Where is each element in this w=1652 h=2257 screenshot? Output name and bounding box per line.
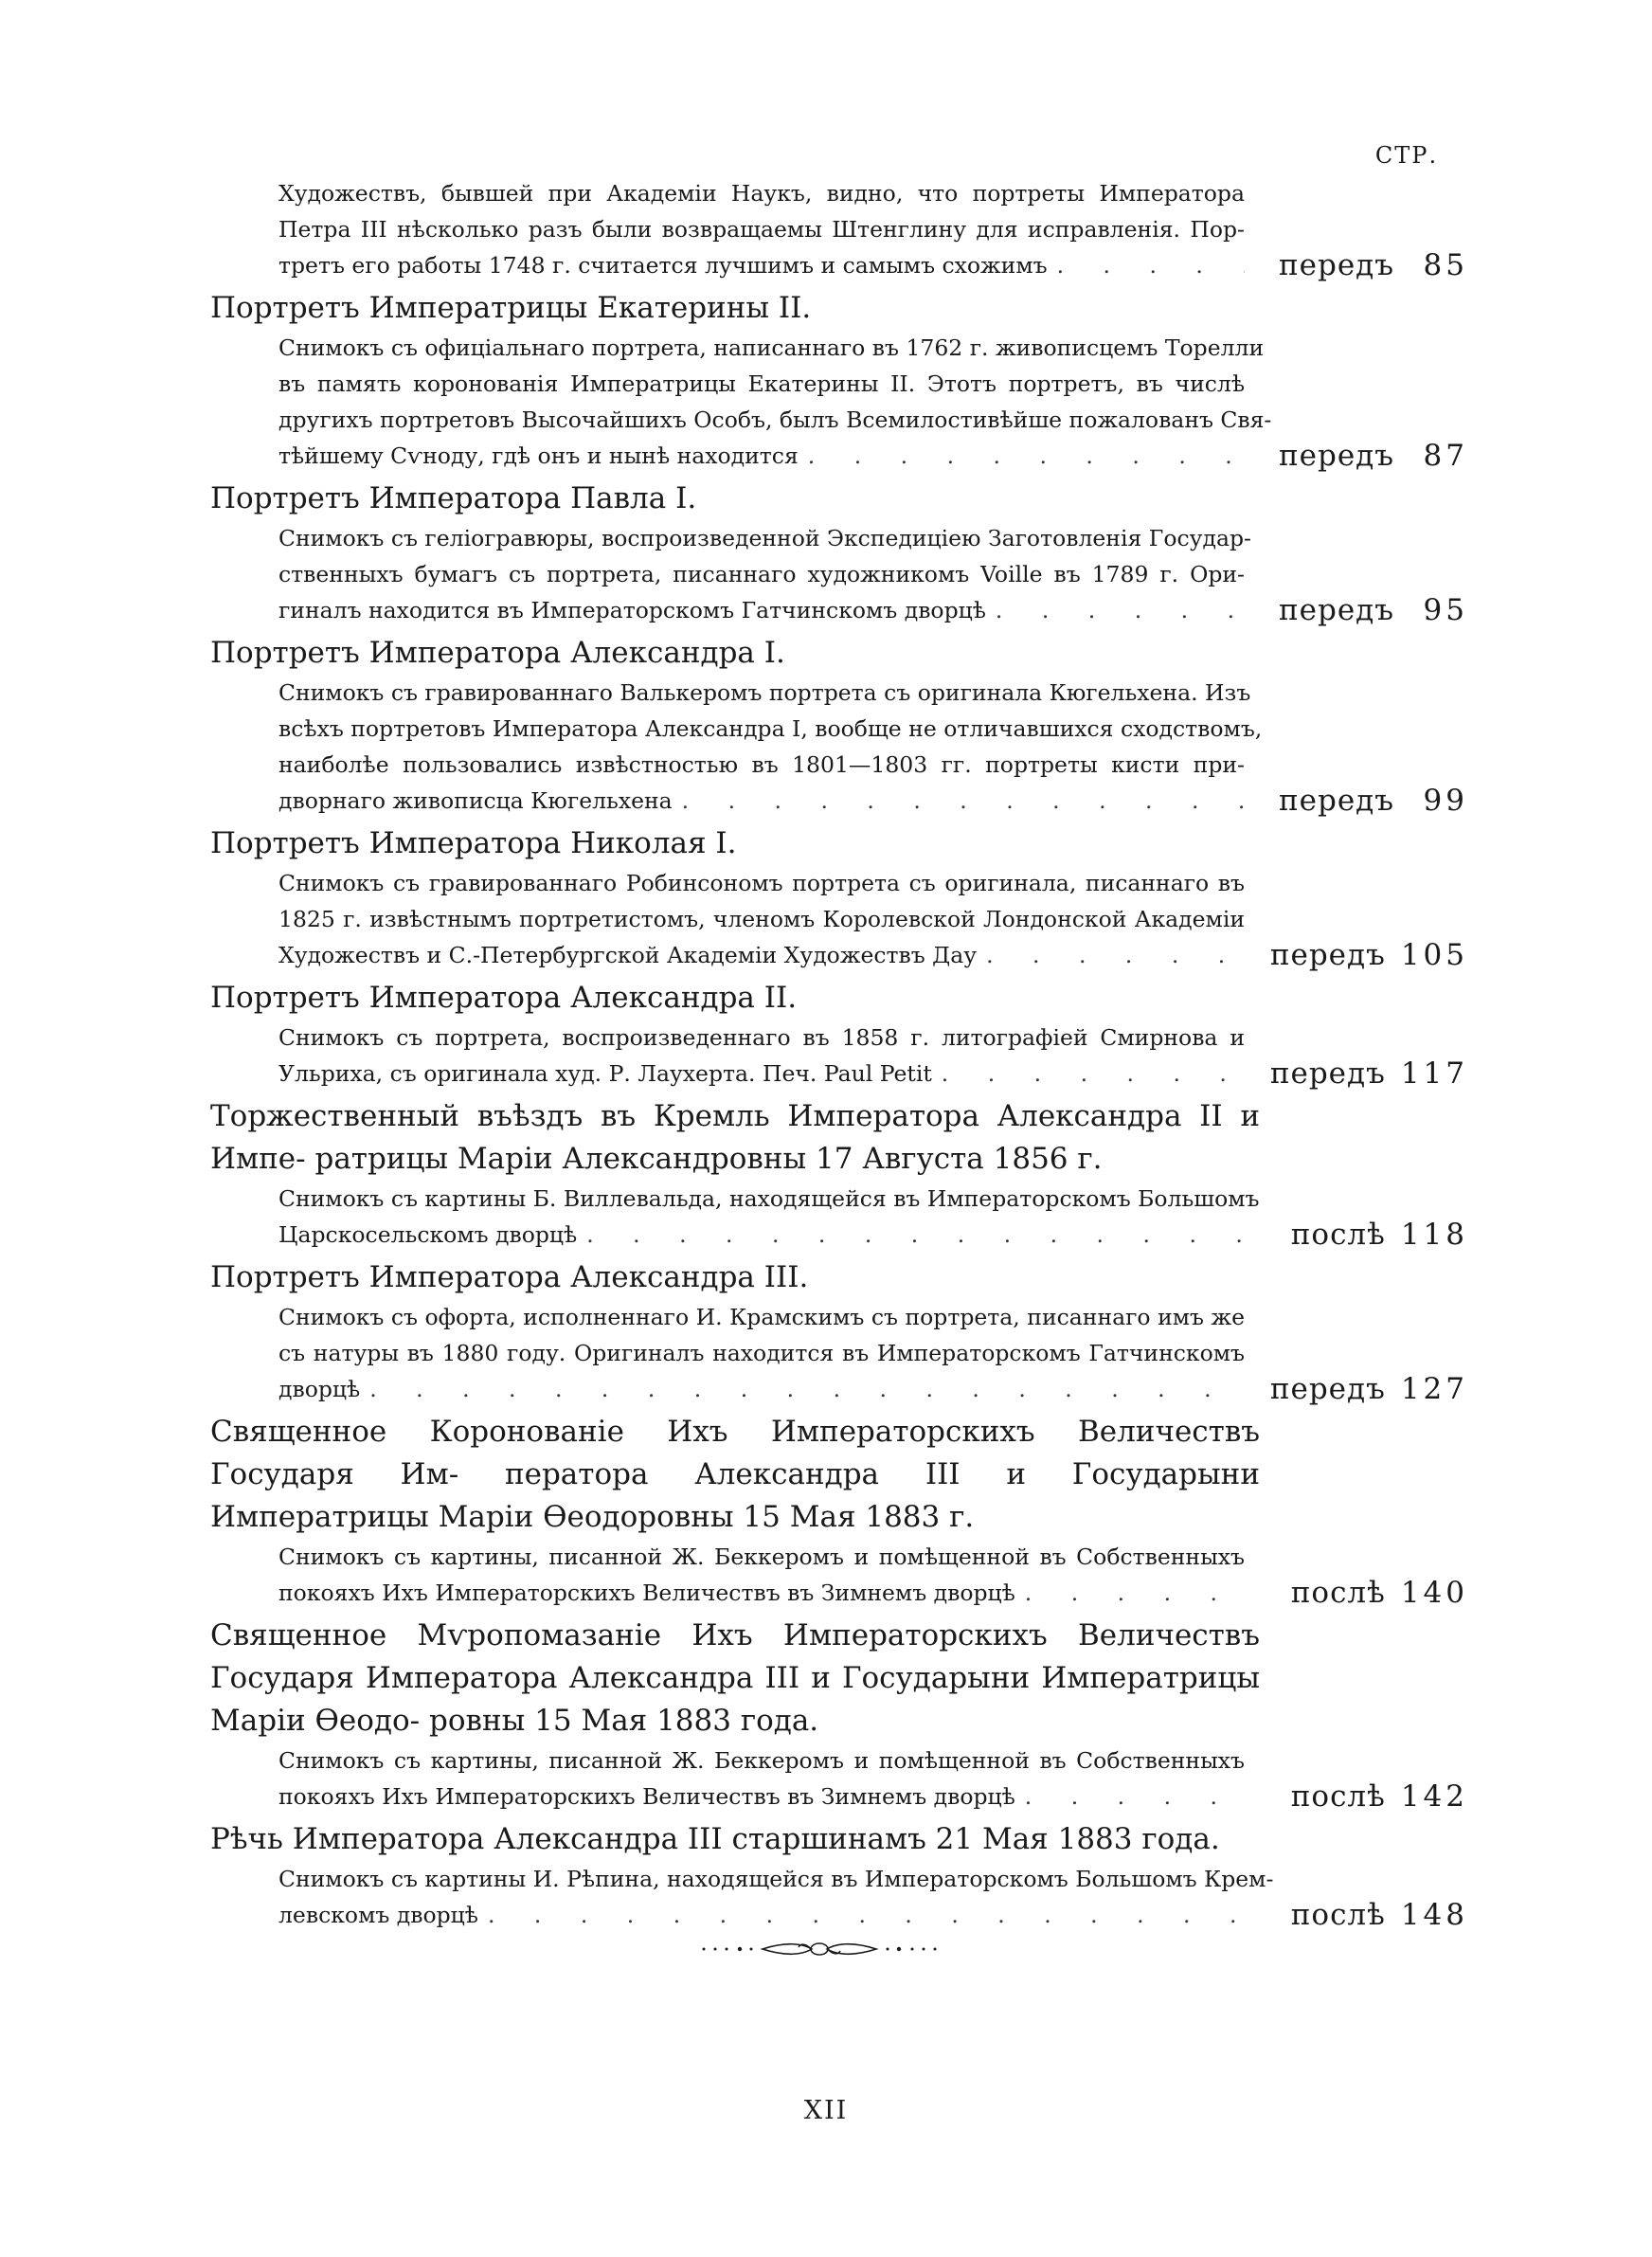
- entry-body: [210, 520, 1470, 628]
- entry-title: Торжественный въѣздъ въ Кремль Императора Александра II и Импе- ратрицы Маріи Александровны 17 Августа 1856 г.: [210, 1099, 1260, 1176]
- description-lines: [278, 175, 1245, 247]
- description-last-text: покояхъ Ихъ Императорскихъ Величествъ въ Зимнемъ дворцѣ: [278, 1580, 1015, 1606]
- description-line: всѣхъ портретовъ Императора Александра I, вообще не отличавшихся сходствомъ,: [278, 715, 1263, 742]
- entry-title: Священное Коронованіе Ихъ Императорскихъ Величествъ Государя Им- ператора Александра III и Государыни Императрицы Маріи Ѳеодоровны 15 Мая 1883 г.: [210, 1415, 1260, 1534]
- page-position-word: передъ: [1269, 1372, 1386, 1406]
- description-last-text: гиналъ находится въ Императорскомъ Гатчинскомъ дворцѣ: [278, 597, 986, 623]
- page-number: 140: [1400, 1576, 1468, 1610]
- description-last-line: [278, 1779, 1245, 1815]
- description-lines: [278, 675, 1263, 783]
- description-lines: [278, 1020, 1245, 1056]
- description-last-line: [278, 592, 1245, 628]
- page-position-word: послѣ: [1290, 1576, 1386, 1610]
- dot-leader: [577, 1217, 1245, 1253]
- entry-description: [278, 1861, 1274, 1933]
- page-number: 117: [1400, 1056, 1468, 1091]
- entry-body: [210, 1539, 1470, 1611]
- description-lines: [278, 520, 1251, 592]
- description-last-text: тѣйшему Сѵноду, гдѣ онъ и нынѣ находится: [278, 442, 799, 469]
- description-line: Снимокъ съ гравированнаго Валькеромъ портрета съ оригинала Кюгельхена. Изъ: [278, 679, 1251, 706]
- page-number: 95: [1423, 593, 1468, 627]
- page-number: 127: [1400, 1372, 1468, 1406]
- illustration-entry: [210, 822, 1470, 973]
- description-line: ственныхъ бумагъ съ портрета, писаннаго художникомъ Voille въ 1789 г. Ори-: [278, 561, 1245, 587]
- page-folio: XII: [803, 2096, 849, 2125]
- illustration-entry: [210, 287, 1470, 474]
- description-line: Снимокъ съ картины Б. Виллевальда, находящейся въ Императорскомъ Большомъ: [278, 1185, 1260, 1212]
- page-reference: [1245, 247, 1468, 283]
- page-column-header: СТР.: [1374, 142, 1439, 169]
- description-last-line: [278, 1575, 1245, 1611]
- page-position-word: передъ: [1278, 439, 1394, 473]
- entry-body: [210, 865, 1470, 973]
- description-line: Снимокъ съ портрета, воспроизведеннаго въ 1858 г. литографіей Смирнова и: [278, 1024, 1245, 1051]
- description-lines: [278, 1742, 1245, 1779]
- description-line: наиболѣе пользовались извѣстностью въ 1801—1803 гг. портреты кисти при-: [278, 751, 1245, 778]
- page-number: 105: [1400, 938, 1468, 972]
- description-last-line: [278, 438, 1245, 474]
- entry-title: Рѣчь Императора Александра III старшинамъ 21 Мая 1883 года.: [210, 1822, 1220, 1856]
- description-last-line: [278, 1371, 1245, 1407]
- description-lines: [278, 865, 1245, 937]
- entry-description: [278, 1299, 1245, 1407]
- dot-leader: [673, 783, 1245, 819]
- description-last-line: [278, 1056, 1245, 1092]
- dot-leader: [1015, 1575, 1245, 1611]
- entry-description: [278, 675, 1263, 819]
- page-reference: [1245, 1897, 1468, 1933]
- page-number: 99: [1423, 784, 1468, 818]
- description-line: Снимокъ съ офиціальнаго портрета, написаннаго въ 1762 г. живописцемъ Торелли: [278, 334, 1265, 361]
- dot-leader: [932, 1056, 1245, 1092]
- entry-description: [278, 1181, 1260, 1253]
- dot-leader: [1015, 1779, 1245, 1815]
- page-reference: [1245, 438, 1468, 474]
- illustration-entry: [210, 1256, 1470, 1407]
- entry-title: Портретъ Императора Павла I.: [210, 481, 697, 515]
- page-reference: [1245, 1056, 1468, 1092]
- entry-description: [278, 1742, 1245, 1815]
- page-number: 142: [1400, 1779, 1468, 1814]
- description-last-line: [278, 783, 1245, 819]
- description-lines: [278, 1299, 1245, 1371]
- description-last-text: дворцѣ: [278, 1376, 361, 1402]
- description-lines: [278, 1539, 1245, 1575]
- illustration-entry: [210, 478, 1470, 628]
- page-position-word: послѣ: [1290, 1898, 1386, 1932]
- page-position-word: послѣ: [1290, 1779, 1386, 1814]
- entry-body: [210, 1181, 1470, 1253]
- description-line: Снимокъ съ картины, писанной Ж. Беккеромъ и помѣщенной въ Собственныхъ: [278, 1544, 1245, 1570]
- page-number: 148: [1400, 1898, 1468, 1932]
- description-last-line: [278, 937, 1245, 973]
- description-line: Снимокъ съ картины И. Рѣпина, находящейся въ Императорскомъ Большомъ Крем-: [278, 1866, 1274, 1892]
- entry-title: Священное Мѵропомазаніе Ихъ Императорскихъ Величествъ Государя Императора Александра III и Государыни Императрицы Маріи Ѳеодо- ровны 15 Мая 1883 года.: [210, 1618, 1260, 1738]
- description-last-line: [278, 247, 1245, 283]
- page-reference: [1245, 1575, 1468, 1611]
- entry-description: [278, 1539, 1245, 1611]
- description-line: 1825 г. извѣстнымъ портретистомъ, членомъ Королевской Лондонской Академіи: [278, 906, 1245, 932]
- description-last-text: Художествъ и С.-Петербургской Академіи Художествъ Дау: [278, 942, 978, 968]
- page-number: 85: [1423, 248, 1468, 282]
- description-last-text: покояхъ Ихъ Императорскихъ Величествъ въ Зимнемъ дворцѣ: [278, 1783, 1015, 1810]
- page-position-word: передъ: [1269, 938, 1386, 972]
- page-reference: [1245, 937, 1468, 973]
- illustration-entry: [210, 632, 1470, 819]
- entry-body: [210, 330, 1470, 474]
- illustration-entry: [210, 1818, 1470, 1933]
- entry-body: [210, 175, 1470, 283]
- page-number: 87: [1423, 439, 1468, 473]
- page-position-word: передъ: [1278, 593, 1394, 627]
- illustration-entry: [210, 1615, 1470, 1815]
- description-last-text: третъ его работы 1748 г. считается лучшимъ и самымъ схожимъ: [278, 252, 1048, 279]
- page-reference: [1245, 1779, 1468, 1815]
- description-lines: [278, 1861, 1274, 1897]
- page-position-word: передъ: [1278, 248, 1394, 282]
- page-number: 118: [1400, 1218, 1468, 1252]
- description-line: Снимокъ съ картины, писанной Ж. Беккеромъ и помѣщенной въ Собственныхъ: [278, 1747, 1245, 1774]
- fleuron-divider-icon: [696, 1935, 943, 1963]
- description-last-text: дворнаго живописца Кюгельхена: [278, 787, 673, 814]
- entry-body: [210, 1861, 1470, 1933]
- dot-leader: [986, 592, 1245, 628]
- illustration-entry: [210, 1095, 1470, 1253]
- description-line: съ натуры въ 1880 году. Оригиналъ находится въ Императорскомъ Гатчинскомъ: [278, 1340, 1245, 1366]
- entry-description: [278, 520, 1251, 628]
- list-of-illustrations: [210, 175, 1470, 1933]
- description-last-text: Ульриха, съ оригинала худ. Р. Лаухерта. Печ. Paul Petit: [278, 1060, 932, 1087]
- page-position-word: передъ: [1278, 784, 1394, 818]
- description-last-text: левскомъ дворцѣ: [278, 1902, 478, 1928]
- illustration-entry: [210, 1411, 1470, 1611]
- entry-title: Портретъ Императора Александра II.: [210, 981, 798, 1015]
- description-line: Снимокъ съ офорта, исполненнаго И. Крамскимъ съ портрета, писаннаго имъ же: [278, 1304, 1245, 1330]
- dot-leader: [478, 1897, 1245, 1933]
- entry-title: Портретъ Императора Николая I.: [210, 826, 737, 860]
- description-line: другихъ портретовъ Высочайшихъ Особъ, былъ Всемилостивѣйше пожалованъ Свя-: [278, 406, 1272, 433]
- entry-body: [210, 675, 1470, 819]
- entry-title: Портретъ Императрицы Екатерины II.: [210, 291, 812, 325]
- description-lines: [278, 1181, 1260, 1217]
- illustration-entry: [210, 977, 1470, 1092]
- entry-body: [210, 1742, 1470, 1815]
- page-reference: [1245, 1217, 1468, 1253]
- entry-description: [278, 865, 1245, 973]
- description-line: Снимокъ съ гравированнаго Робинсономъ портрета съ оригинала, писаннаго въ: [278, 870, 1245, 896]
- description-line: Художествъ, бывшей при Академіи Наукъ, видно, что портреты Императора: [278, 180, 1245, 207]
- page-reference: [1245, 1371, 1468, 1407]
- description-last-text: Царскосельскомъ дворцѣ: [278, 1221, 578, 1248]
- entry-title: Портретъ Императора Александра I.: [210, 636, 785, 670]
- entry-body: [210, 1299, 1470, 1407]
- dot-leader: [360, 1371, 1245, 1407]
- entry-description: [278, 330, 1272, 474]
- dot-leader: [1048, 247, 1245, 283]
- page-position-word: послѣ: [1290, 1218, 1386, 1252]
- description-last-line: [278, 1217, 1245, 1253]
- entry-description: [278, 175, 1245, 283]
- entry-description: [278, 1020, 1245, 1092]
- page-reference: [1245, 592, 1468, 628]
- description-last-line: [278, 1897, 1245, 1933]
- description-line: Петра III нѣсколько разъ были возвращаемы Штенглину для исправленія. Пор-: [278, 216, 1245, 243]
- description-line: Снимокъ съ геліогравюры, воспроизведенной Экспедиціею Заготовленія Государ-: [278, 525, 1251, 551]
- dot-leader: [977, 937, 1245, 973]
- page-position-word: передъ: [1269, 1056, 1386, 1091]
- entry-body: [210, 1020, 1470, 1092]
- illustration-entry: [210, 175, 1470, 283]
- description-line: въ память коронованія Императрицы Екатерины II. Этотъ портретъ, въ числѣ: [278, 370, 1245, 397]
- entry-title: Портретъ Императора Александра III.: [210, 1260, 809, 1294]
- page-reference: [1245, 783, 1468, 819]
- description-lines: [278, 330, 1272, 438]
- dot-leader: [799, 438, 1245, 474]
